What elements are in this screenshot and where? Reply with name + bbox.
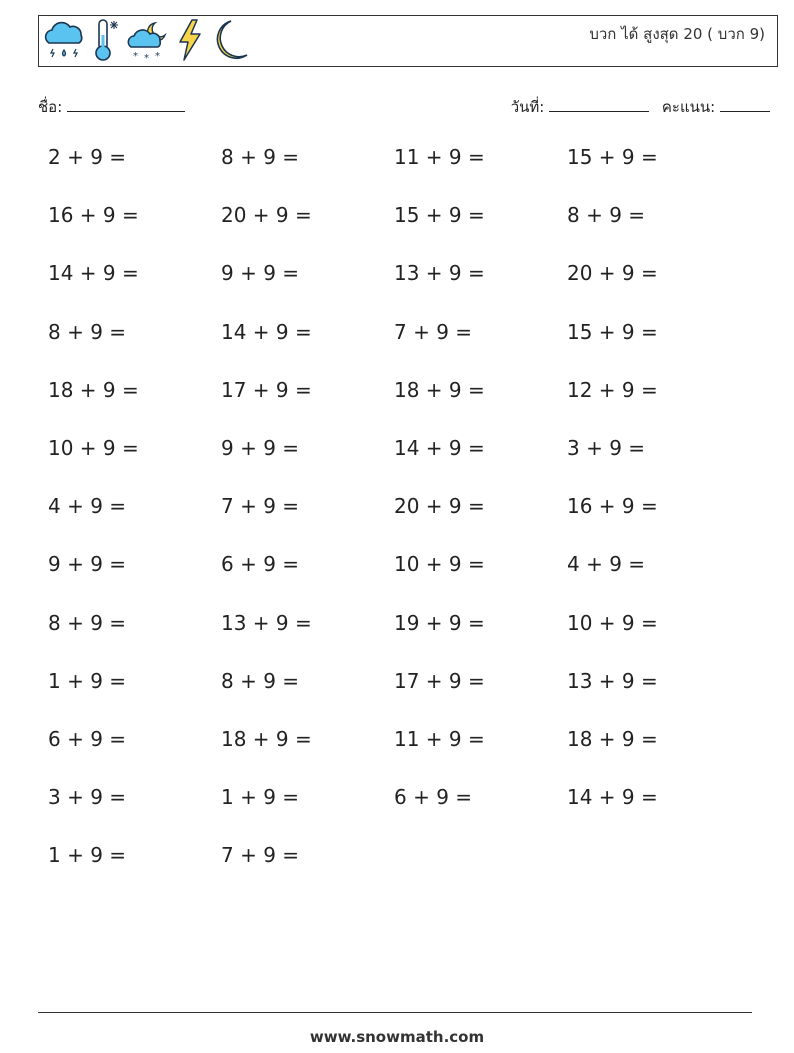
weather-icons	[41, 19, 255, 65]
problem-item: 9 + 9 =	[221, 436, 300, 460]
problem-item: 12 + 9 =	[567, 377, 658, 402]
problem-item: 18 + 9 =	[221, 727, 312, 751]
problem-item: 10 + 9 =	[394, 552, 485, 577]
footer-url: www.snowmath.com	[309, 1028, 485, 1046]
svg-text:*: *	[155, 51, 160, 62]
problem-item: 14 + 9 =	[48, 261, 139, 286]
problem-item: 13 + 9 =	[394, 261, 485, 286]
problem-item: 19 + 9 =	[394, 610, 485, 635]
problem-item: 20 + 9 =	[567, 261, 658, 286]
problem-item: 17 + 9 =	[221, 377, 312, 402]
problem-item: 15 + 9 =	[567, 319, 658, 344]
score-label: คะแนน:	[661, 98, 716, 116]
problem-item: 6 + 9 =	[48, 727, 127, 751]
name-field	[38, 95, 185, 119]
problem-item: 18 + 9 =	[394, 377, 485, 402]
problem-item: 6 + 9 =	[394, 785, 473, 810]
worksheet-title: บวก ได้ สูงสุด 20 ( บวก 9)	[589, 25, 765, 43]
problem-item: 8 + 9 =	[567, 203, 646, 228]
date-score-fields	[511, 95, 770, 119]
problem-item: 8 + 9 =	[221, 668, 300, 693]
problem-item: 2 + 9 =	[48, 145, 127, 169]
problem-item: 14 + 9 =	[567, 785, 658, 810]
worksheet-header	[38, 15, 778, 67]
svg-text:*: *	[133, 51, 138, 62]
name-blank[interactable]	[67, 99, 185, 112]
problem-item: 16 + 9 =	[48, 203, 139, 228]
problem-item: 14 + 9 =	[221, 319, 312, 344]
problem-item: 3 + 9 =	[48, 785, 127, 810]
problem-item: 10 + 9 =	[48, 436, 139, 460]
moon-icon	[209, 17, 251, 67]
date-label: วันที่:	[510, 98, 545, 116]
problem-item: 1 + 9 =	[48, 843, 127, 868]
problem-item: 4 + 9 =	[567, 552, 646, 577]
problem-item: 18 + 9 =	[48, 377, 139, 402]
problem-item: 11 + 9 =	[394, 727, 485, 751]
snow-cloud-moon-icon	[125, 17, 171, 67]
rain-cloud-icon	[41, 19, 87, 65]
problem-item: 1 + 9 =	[48, 668, 127, 693]
thermometer-icon	[91, 17, 121, 67]
problem-item: 10 + 9 =	[567, 610, 658, 635]
score-blank[interactable]	[720, 99, 770, 112]
problem-item: 7 + 9 =	[394, 319, 473, 344]
problem-item: 13 + 9 =	[221, 610, 312, 635]
problem-item: 17 + 9 =	[394, 668, 485, 693]
problem-item: 13 + 9 =	[567, 668, 658, 693]
problem-item: 20 + 9 =	[221, 203, 312, 228]
problem-item: 3 + 9 =	[567, 436, 646, 460]
problem-item: 20 + 9 =	[394, 494, 485, 519]
problem-item: 6 + 9 =	[221, 552, 300, 577]
problem-item: 16 + 9 =	[567, 494, 658, 519]
problem-item: 8 + 9 =	[48, 319, 127, 344]
name-label: ชื่อ:	[38, 98, 63, 116]
problem-item: 7 + 9 =	[221, 843, 300, 868]
lightning-icon	[175, 17, 205, 67]
problem-item: 9 + 9 =	[221, 261, 300, 286]
problem-item: 8 + 9 =	[48, 610, 127, 635]
problem-item: 15 + 9 =	[394, 203, 485, 228]
problem-item: 9 + 9 =	[48, 552, 127, 577]
problem-item: 7 + 9 =	[221, 494, 300, 519]
problem-item: 11 + 9 =	[394, 145, 485, 169]
problem-item: 4 + 9 =	[48, 494, 127, 519]
date-blank[interactable]	[549, 99, 649, 112]
footer-rule	[38, 1012, 752, 1013]
problem-item: 1 + 9 =	[221, 785, 300, 810]
problem-item: 14 + 9 =	[394, 436, 485, 460]
svg-text:*: *	[144, 53, 149, 63]
problem-item: 15 + 9 =	[567, 145, 658, 169]
problem-item: 8 + 9 =	[221, 145, 300, 169]
problem-item: 18 + 9 =	[567, 727, 658, 751]
